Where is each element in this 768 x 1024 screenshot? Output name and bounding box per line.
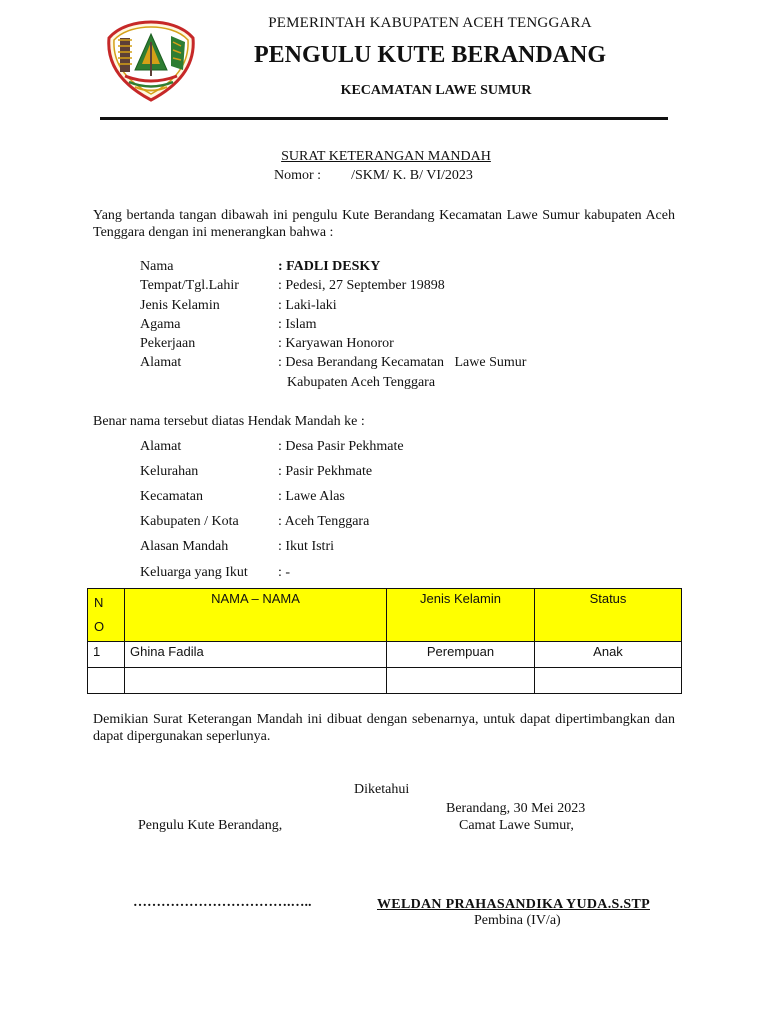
field-value: : - bbox=[278, 565, 291, 580]
table-row bbox=[88, 668, 682, 694]
field-value: : Islam bbox=[278, 317, 317, 332]
acknowledged-label: Diketahui bbox=[354, 782, 410, 797]
field-value: : Lawe Alas bbox=[278, 489, 345, 504]
field-label: Agama bbox=[140, 317, 181, 332]
header-name: NAMA – NAMA bbox=[125, 589, 387, 642]
field-value: : Ikut Istri bbox=[278, 539, 334, 554]
cell-name bbox=[125, 668, 387, 694]
cell-no bbox=[88, 668, 125, 694]
header-gender: Jenis Kelamin bbox=[387, 589, 535, 642]
field-label: Alamat bbox=[140, 355, 182, 370]
field-label: Kecamatan bbox=[140, 489, 203, 504]
letter-title: SURAT KETERANGAN MANDAH bbox=[281, 149, 491, 164]
camat-name: WELDAN PRAHASANDIKA YUDA.S.STP bbox=[377, 897, 650, 912]
cell-gender: Perempuan bbox=[387, 642, 535, 668]
header-no: N O bbox=[88, 589, 125, 642]
intro-paragraph: Yang bertanda tangan dibawah ini pengulu Kute Berandang Kecamatan Lawe Sumur kabupaten Aceh Tenggara dengan ini menerangkan bahwa : bbox=[93, 208, 675, 240]
field-label: Kabupaten / Kota bbox=[140, 514, 239, 529]
field-label: Nama bbox=[140, 259, 174, 274]
field-label: Kelurahan bbox=[140, 464, 199, 479]
field-value: : Desa Pasir Pekhmate bbox=[278, 439, 404, 454]
table-header-row bbox=[88, 589, 682, 642]
camat-title: Camat Lawe Sumur, bbox=[459, 818, 574, 833]
place-date: Berandang, 30 Mei 2023 bbox=[446, 801, 586, 816]
closing-paragraph: Demikian Surat Keterangan Mandah ini dibuat dengan sebenarnya, untuk dapat dipertimbangkan dan dapat dipergunakan seperlunya. bbox=[93, 712, 675, 744]
family-members-table bbox=[87, 588, 682, 694]
field-value: : Desa Berandang Kecamatan Lawe Sumur bbox=[278, 355, 527, 370]
field-label: Pekerjaan bbox=[140, 336, 196, 351]
field-label: Tempat/Tgl.Lahir bbox=[140, 278, 239, 293]
field-value: : Laki-laki bbox=[278, 298, 337, 313]
letterhead-government-line: PEMERINTAH KABUPATEN ACEH TENGGARA bbox=[268, 15, 592, 31]
letter-number bbox=[274, 168, 473, 184]
field-label: Jenis Kelamin bbox=[140, 298, 220, 313]
field-value: : Pedesi, 27 September 19898 bbox=[278, 278, 445, 293]
pengulu-signature-line: …………………………….….. bbox=[133, 895, 312, 910]
field-value: : Aceh Tenggara bbox=[278, 514, 370, 529]
letterhead-divider bbox=[100, 117, 668, 120]
cell-name: Ghina Fadila bbox=[125, 642, 387, 668]
destination-intro: Benar nama tersebut diatas Hendak Mandah ke : bbox=[93, 414, 365, 429]
field-value: Kabupaten Aceh Tenggara bbox=[287, 375, 436, 390]
letter-number-value: /SKM/ K. B/ VI/2023 bbox=[351, 168, 473, 183]
field-label: Keluarga yang Ikut bbox=[140, 565, 248, 580]
pengulu-title: Pengulu Kute Berandang, bbox=[138, 818, 283, 833]
cell-status bbox=[535, 668, 682, 694]
field-label: Alasan Mandah bbox=[140, 539, 229, 554]
letterhead-subdistrict: KECAMATAN LAWE SUMUR bbox=[340, 83, 532, 98]
letter-number-label: Nomor : bbox=[274, 168, 322, 183]
table-row bbox=[88, 642, 682, 668]
field-value: : Karyawan Honoror bbox=[278, 336, 394, 351]
field-label: Alamat bbox=[140, 439, 182, 454]
camat-rank: Pembina (IV/a) bbox=[474, 913, 561, 928]
cell-no: 1 bbox=[88, 642, 125, 668]
letterhead-office-name: PENGULU KUTE BERANDANG bbox=[253, 42, 607, 68]
header-status: Status bbox=[535, 589, 682, 642]
cell-gender bbox=[387, 668, 535, 694]
field-value: : FADLI DESKY bbox=[278, 259, 381, 274]
cell-status: Anak bbox=[535, 642, 682, 668]
field-value: : Pasir Pekhmate bbox=[278, 464, 373, 479]
